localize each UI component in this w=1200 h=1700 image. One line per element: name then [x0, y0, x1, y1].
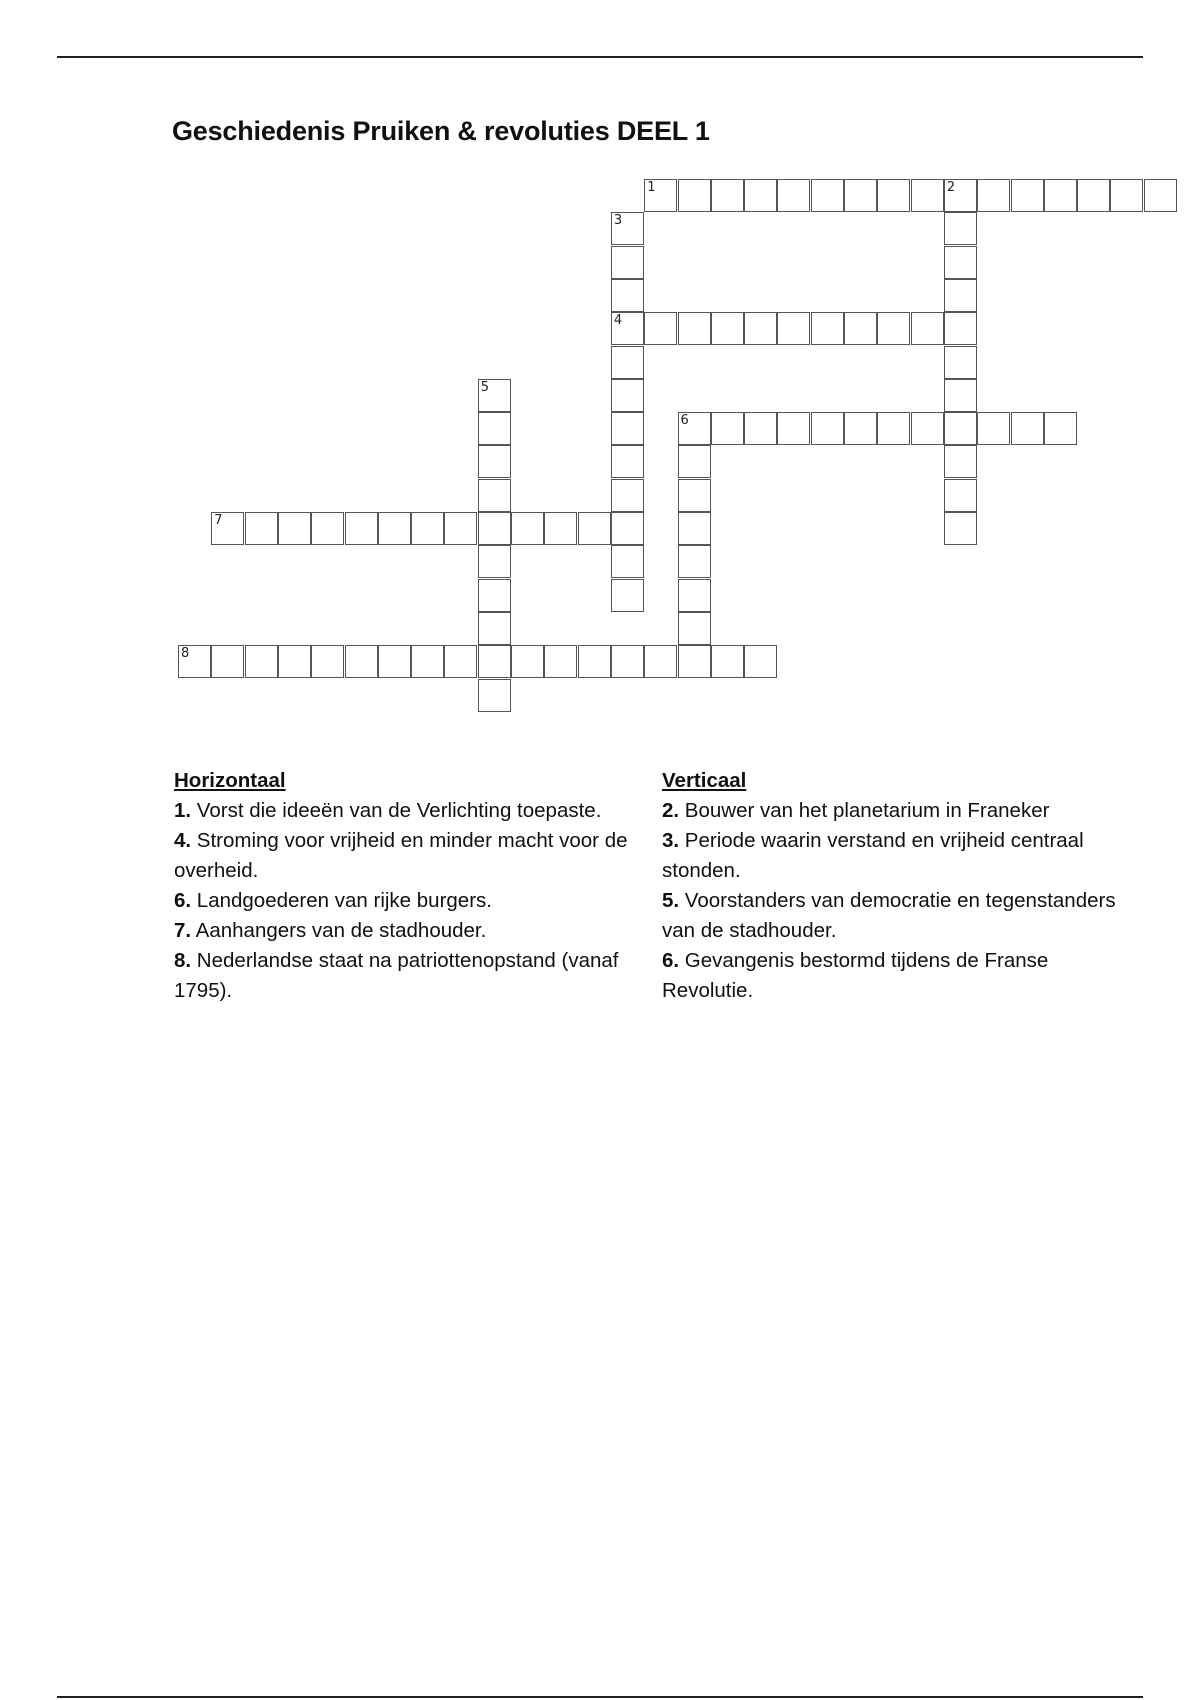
- crossword-cell: [611, 579, 644, 612]
- crossword-cell: [811, 312, 844, 345]
- crossword-cell: [478, 479, 511, 512]
- crossword-cell: [811, 179, 844, 212]
- crossword-cell: [178, 645, 211, 678]
- crossword-cell: [611, 346, 644, 379]
- crossword-cell: [278, 512, 311, 545]
- crossword-cell: [678, 412, 711, 445]
- crossword-cell: [944, 179, 977, 212]
- crossword-cell: [578, 645, 611, 678]
- cell-number: 2: [946, 180, 956, 195]
- crossword-cell: [911, 412, 944, 445]
- crossword-cell: [844, 312, 877, 345]
- crossword-cell: [944, 412, 977, 445]
- crossword-cell: [1077, 179, 1110, 212]
- clue-text: Landgoederen van rijke burgers.: [191, 889, 492, 912]
- crossword-cell: [611, 512, 644, 545]
- clue-number: 8.: [174, 949, 192, 972]
- crossword-grid: [0, 0, 1200, 720]
- across-heading: Horizontaal: [174, 769, 286, 792]
- clue-number: 2.: [662, 799, 680, 822]
- crossword-cell: [245, 645, 278, 678]
- crossword-cell: [678, 512, 711, 545]
- cell-number: 7: [214, 513, 223, 528]
- crossword-cell: [511, 645, 544, 678]
- clue-text: Voorstanders van democratie en tegenstanders van de stadhouder.: [662, 889, 1116, 942]
- clue-number: 4.: [174, 829, 192, 852]
- clue-number: 1.: [174, 799, 192, 822]
- crossword-cell: [977, 179, 1010, 212]
- crossword-cell: [311, 645, 344, 678]
- crossword-cell: [944, 479, 977, 512]
- crossword-cell: [478, 445, 511, 478]
- crossword-cell: [611, 279, 644, 312]
- crossword-cell: [944, 445, 977, 478]
- crossword-cell: [844, 179, 877, 212]
- crossword-cell: [678, 579, 711, 612]
- crossword-cell: [944, 379, 977, 412]
- crossword-cell: [411, 512, 444, 545]
- crossword-cell: [844, 412, 877, 445]
- crossword-cell: [944, 212, 977, 245]
- crossword-cell: [811, 412, 844, 445]
- crossword-cell: [777, 412, 810, 445]
- crossword-cell: [1110, 179, 1143, 212]
- crossword-cell: [211, 645, 244, 678]
- crossword-cell: [678, 645, 711, 678]
- clue-text: Nederlandse staat na patriottenopstand (vanaf 1795).: [174, 949, 619, 1002]
- crossword-cell: [378, 512, 411, 545]
- crossword-cell: [611, 312, 644, 345]
- crossword-cell: [278, 645, 311, 678]
- clue-number: 3.: [662, 829, 680, 852]
- crossword-cell: [478, 512, 511, 545]
- crossword-cell: [911, 179, 944, 212]
- crossword-cell: [711, 645, 744, 678]
- clue-text: Aanhangers van de stadhouder.: [191, 919, 487, 942]
- clue-number: 6.: [174, 889, 192, 912]
- crossword-cell: [478, 612, 511, 645]
- clue-text: Gevangenis bestormd tijdens de Franse Revolutie.: [662, 949, 1049, 1002]
- crossword-cell: [611, 246, 644, 279]
- clue-text: Bouwer van het planetarium in Franeker: [679, 799, 1050, 822]
- crossword-cell: [511, 512, 544, 545]
- crossword-cell: [444, 645, 477, 678]
- crossword-cell: [578, 512, 611, 545]
- cell-number: 4: [613, 313, 623, 329]
- crossword-cell: [744, 312, 777, 345]
- crossword-cell: [611, 645, 644, 678]
- crossword-cell: [644, 312, 677, 345]
- crossword-cell: [644, 179, 677, 212]
- crossword-cell: [345, 512, 378, 545]
- across-clues: [174, 766, 646, 1006]
- crossword-cell: [877, 312, 910, 345]
- crossword-cell: [744, 645, 777, 678]
- crossword-cell: [911, 312, 944, 345]
- down-heading: Verticaal: [662, 769, 747, 792]
- crossword-cell: [711, 179, 744, 212]
- crossword-cell: [478, 645, 511, 678]
- crossword-cell: [1011, 179, 1044, 212]
- crossword-cell: [877, 412, 910, 445]
- crossword-cell: [678, 612, 711, 645]
- across-clue-7: [174, 916, 646, 946]
- clue-number: 7.: [174, 919, 192, 942]
- crossword-cell: [478, 579, 511, 612]
- crossword-cell: [1144, 179, 1177, 212]
- crossword-cell: [611, 545, 644, 578]
- crossword-cell: [711, 312, 744, 345]
- crossword-cell: [944, 312, 977, 345]
- crossword-cell: [944, 279, 977, 312]
- cell-number: 5: [480, 379, 489, 395]
- crossword-cell: [211, 512, 244, 545]
- across-clue-8: [174, 946, 646, 1006]
- cell-number: 8: [181, 646, 190, 662]
- crossword-cell: [777, 312, 810, 345]
- cell-number: 6: [680, 413, 689, 429]
- cell-number: 3: [613, 213, 623, 229]
- crossword-cell: [345, 645, 378, 678]
- crossword-cell: [544, 645, 577, 678]
- crossword-cell: [777, 179, 810, 212]
- down-clue-3: [662, 826, 1132, 886]
- crossword-cell: [245, 512, 278, 545]
- clue-text: Stroming voor vrijheid en minder macht voor de overheid.: [174, 829, 628, 882]
- crossword-cell: [478, 412, 511, 445]
- crossword-cell: [378, 645, 411, 678]
- across-clue-4: [174, 826, 646, 886]
- crossword-cell: [678, 545, 711, 578]
- across-clue-1: [174, 796, 646, 826]
- crossword-cell: [611, 479, 644, 512]
- crossword-cell: [744, 412, 777, 445]
- crossword-cell: [678, 445, 711, 478]
- crossword-cell: [711, 412, 744, 445]
- crossword-cell: [678, 179, 711, 212]
- crossword-cell: [977, 412, 1010, 445]
- crossword-cell: [611, 412, 644, 445]
- crossword-cell: [311, 512, 344, 545]
- down-clue-6: [662, 946, 1132, 1006]
- crossword-cell: [877, 179, 910, 212]
- crossword-cell: [944, 512, 977, 545]
- clue-text: Vorst die ideeën van de Verlichting toepaste.: [191, 799, 602, 822]
- crossword-cell: [411, 645, 444, 678]
- crossword-cell: [944, 346, 977, 379]
- clue-text: Periode waarin verstand en vrijheid centraal stonden.: [662, 829, 1084, 882]
- crossword-cell: [1044, 179, 1077, 212]
- crossword-cell: [611, 445, 644, 478]
- crossword-cell: [544, 512, 577, 545]
- clue-number: 5.: [662, 889, 680, 912]
- clue-number: 6.: [662, 949, 680, 972]
- crossword-cell: [1044, 412, 1077, 445]
- crossword-cell: [611, 379, 644, 412]
- down-clue-5: [662, 886, 1132, 946]
- crossword-cell: [478, 379, 511, 412]
- down-clues: [662, 766, 1132, 1006]
- down-clue-2: [662, 796, 1132, 826]
- crossword-cell: [678, 479, 711, 512]
- crossword-cell: [478, 545, 511, 578]
- bottom-rule: [57, 1696, 1143, 1698]
- crossword-cell: [478, 679, 511, 712]
- crossword-cell: [644, 645, 677, 678]
- crossword-cell: [1011, 412, 1044, 445]
- across-clue-6: [174, 886, 646, 916]
- cell-number: 1: [647, 180, 656, 195]
- crossword-cell: [678, 312, 711, 345]
- crossword-cell: [744, 179, 777, 212]
- crossword-cell: [444, 512, 477, 545]
- crossword-cell: [944, 246, 977, 279]
- page-title: Geschiedenis Pruiken & revoluties DEEL 1: [172, 116, 710, 146]
- crossword-cell: [611, 212, 644, 245]
